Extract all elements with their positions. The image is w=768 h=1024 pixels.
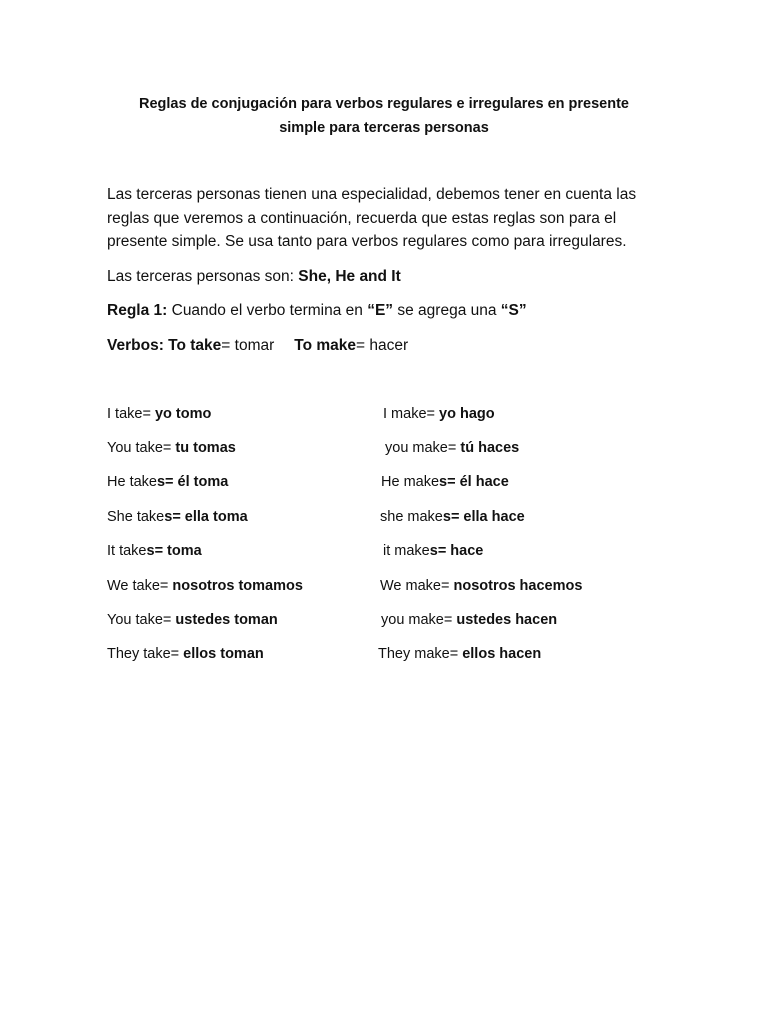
take-row-6	[107, 576, 303, 596]
take-row-1	[107, 404, 211, 424]
make-row-8-translation: ellos hacen	[462, 646, 542, 662]
take-row-4-translation: s= ella toma	[164, 509, 248, 525]
make-row-8	[378, 644, 541, 664]
rule-1-label: Regla 1:	[107, 302, 168, 319]
document-title	[108, 92, 660, 140]
rule-1-line	[107, 301, 527, 321]
verbs-make-meaning: = hacer	[356, 337, 409, 354]
take-row-4	[107, 507, 248, 527]
intro-line-1: Las terceras personas tienen una especialidad, debemos tener en cuenta las	[107, 186, 637, 203]
make-row-6-prefix: We make=	[380, 578, 454, 594]
take-row-3-translation: s= él toma	[156, 474, 229, 490]
make-row-2-translation: tú haces	[460, 440, 520, 456]
intro-line-3: presente simple. Se usa tanto para verbos regulares como para irregulares.	[107, 233, 627, 250]
verbs-take-meaning: = tomar	[221, 337, 275, 354]
take-row-5	[107, 541, 202, 561]
third-persons-label: Las terceras personas son:	[107, 268, 299, 285]
make-row-4	[380, 507, 525, 527]
make-row-6	[380, 576, 582, 596]
title-line-1: Reglas de conjugación para verbos regulares e irregulares en presente	[139, 96, 629, 112]
take-row-5-prefix: It take	[107, 543, 147, 559]
take-row-8	[107, 644, 264, 664]
make-row-1	[383, 404, 495, 424]
take-row-8-translation: ellos toman	[183, 646, 264, 662]
make-row-7	[381, 610, 557, 630]
make-row-5	[383, 541, 483, 561]
take-row-4-prefix: She take	[107, 509, 165, 525]
take-row-3-prefix: He take	[107, 474, 157, 490]
take-row-7-translation: ustedes toman	[175, 612, 278, 628]
take-row-7	[107, 610, 278, 630]
rule-1-s: “S”	[500, 302, 527, 319]
make-row-4-prefix: she make	[380, 509, 443, 525]
rule-1-text-b: se agrega una	[393, 302, 501, 319]
take-row-6-prefix: We take=	[107, 578, 173, 594]
intro-paragraph	[107, 183, 667, 254]
take-row-5-translation: s= toma	[146, 543, 202, 559]
make-row-3-prefix: He make	[381, 474, 440, 490]
verbs-make-label: To make	[294, 337, 357, 354]
intro-line-2: reglas que veremos a continuación, recuerda que estas reglas son para el	[107, 209, 617, 227]
take-row-8-prefix: They take=	[107, 646, 184, 662]
take-row-2-prefix: You take=	[107, 440, 176, 456]
make-row-2-prefix: you make=	[385, 440, 461, 456]
rule-1-text-a: Cuando el verbo termina en	[167, 302, 368, 319]
title-line-2: simple para terceras personas	[279, 120, 489, 136]
make-row-2	[385, 438, 519, 458]
make-row-4-translation: s= ella hace	[442, 509, 525, 525]
make-row-3	[381, 472, 509, 492]
take-row-7-prefix: You take=	[107, 612, 176, 628]
make-row-8-prefix: They make=	[378, 646, 463, 662]
make-row-5-translation: s= hace	[429, 543, 484, 559]
verbs-label: Verbos: To take	[107, 337, 222, 354]
take-row-3	[107, 472, 228, 492]
take-row-1-translation: yo tomo	[154, 406, 212, 422]
make-row-1-translation: yo hago	[439, 406, 495, 422]
make-row-6-translation: nosotros hacemos	[453, 578, 583, 594]
third-persons-value: She, He and It	[298, 268, 401, 285]
take-row-6-translation: nosotros tomamos	[172, 578, 303, 594]
make-row-3-translation: s= él hace	[439, 474, 509, 490]
verbs-line	[107, 336, 408, 356]
make-row-7-translation: ustedes hacen	[456, 612, 558, 628]
make-row-5-prefix: it make	[383, 543, 430, 559]
make-row-1-prefix: I make=	[383, 406, 440, 422]
take-row-1-prefix: I take=	[107, 406, 155, 422]
third-persons-line	[107, 267, 401, 287]
take-row-2-translation: tu tomas	[175, 440, 236, 456]
take-row-2	[107, 438, 236, 458]
make-row-7-prefix: you make=	[381, 612, 457, 628]
rule-1-e: “E”	[367, 302, 394, 319]
